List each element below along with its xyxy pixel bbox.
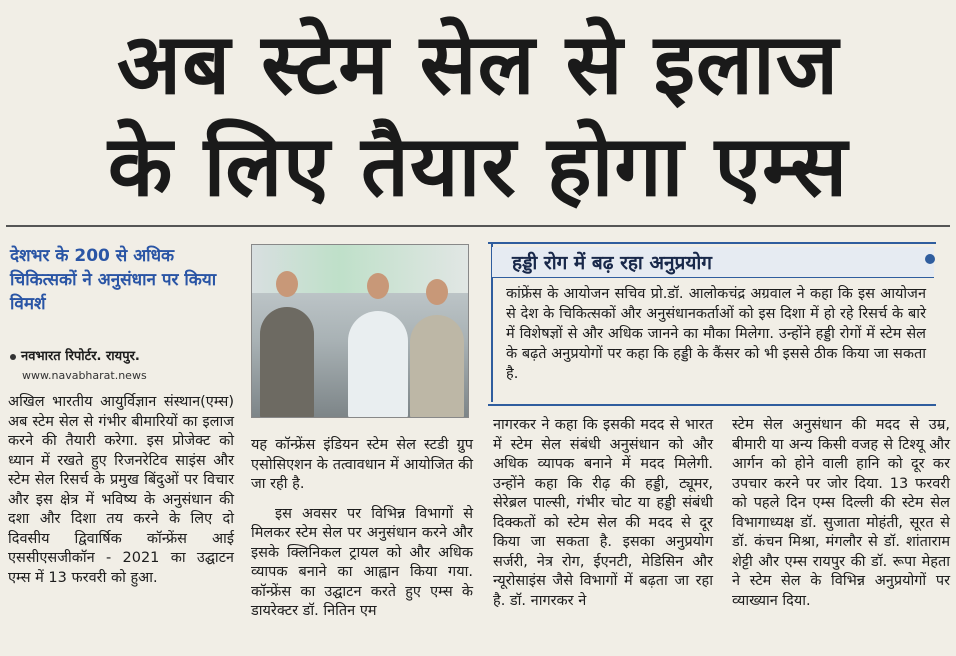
headline-line-1: अब स्टेम सेल से इलाज <box>116 15 840 113</box>
person-figure <box>260 307 314 418</box>
bullet-icon <box>10 354 16 360</box>
headline-line-2: के लिए तैयार होगा एम्स <box>107 117 849 215</box>
person-head <box>426 279 448 305</box>
person-figure <box>348 311 408 418</box>
article-column-2 <box>251 436 473 622</box>
byline-text: नवभारत रिपोर्टर. रायपुर. <box>21 349 140 364</box>
headline-divider <box>6 225 950 227</box>
article-column-4: स्टेम सेल अनुसंधान की मदद से उम्र, बीमारी या अन्य किसी वजह से टिश्यू और आर्गन को होने वाली हानि को दूर कर उपचार करने पर जोर दिया. 13 फरवरी को पहले दिन एम्स दिल्ली की स्टेम सेल विभागाध्यक्ष डॉ. सुजाता मोहंती, सूरत से डॉ. कंचन मिश्रा, मंगलौर से डॉ. शांताराम शेट्टी और एम्स रायपुर की डॉ. रूपा मेहता ने स्टेम सेल के विभिन्न अनुप्रयोगों पर व्याख्यान दिया. <box>732 417 950 609</box>
paragraph: यह कॉन्फ्रेंस इंडियन स्टेम सेल स्टडी ग्रुप एसोसिएशन के तत्वावधान में आयोजित की जा रही है. <box>251 437 473 492</box>
news-photo <box>251 244 469 418</box>
person-head <box>367 273 389 299</box>
article-column-1: अखिल भारतीय आयुर्विज्ञान संस्थान(एम्स) अब स्टेम सेल से गंभीर बीमारियों का इलाज करने की तैयारी करेगा. इस प्रोजेक्ट को ध्यान में रखते हुए रिजनरेटिव साइंस और स्टेम सेल रिसर्च के प्रमुख बिंदुओं पर विचार और इस क्षेत्र में भविष्य के अनुसंधान की दशा और दिशा तय करने के लिए दो दिवसीय द्विवार्षिक कॉन्फ्रेंस आई एससीएसजीकॉन - 2021 का उद्घाटन एम्स में 13 फरवरी को हुआ. <box>8 394 234 586</box>
article-column-3: नागरकर ने कहा कि इसकी मदद से भारत में स्टेम सेल संबंधी अनुसंधान को और अधिक व्यापक बनाने में मदद मिलेगी. उन्होंने कहा कि रीढ़ की हड्डी, ट्यूमर, सेरेब्रल पाल्सी, गंभीर चोट या हड्डी संबंधी दिक्कतों को स्टेम सेल की मदद से दूर किया जा सकता है. इसका अनुप्रयोग सर्जरी, नेत्र रोग, ईएनटी, मेडिसिन और न्यूरोसाइंस जैसे विभागों में बढ़ता जा रहा है. डॉ. नागरकर ने <box>493 417 713 609</box>
box-text: कांफ्रेंस के आयोजन सचिव प्रो.डॉ. आलोकचंद्र अग्रवाल ने कहा कि इस आयोजन से देश के चिकित्सकों और अनुसंधानकर्ताओं को इस दिशा में हो रहे रिसर्च के बारे में विशेषज्ञों से और अधिक जानने का मौका मिलेगा. उन्होंने हड्डी रोगों में स्टेम सेल के बढ़ते अनुप्रयोगों पर कहा कि हड्डी के कैंसर को भी इससे ठीक किया जा सकता है. <box>506 286 926 382</box>
source-url: www.navabharat.news <box>22 369 147 382</box>
subheadline: देशभर के 200 से अधिक चिकित्सकों ने अनुसंधान पर किया विमर्श <box>10 246 217 314</box>
box-dot-icon <box>925 254 935 264</box>
box-title: हड्डी रोग में बढ़ रहा अनुप्रयोग <box>512 252 712 274</box>
paragraph: इस अवसर पर विभिन्न विभागों से मिलकर स्टेम सेल पर अनुसंधान करने और इसके क्लिनिकल ट्रायल को और अधिक व्यापक बनाने का आह्वान किया गया. कॉन्फ्रेंस का उद्घाटन करते हुए एम्स के डायरेक्टर डॉ. नितिन एम <box>251 505 473 619</box>
byline <box>10 346 140 364</box>
person-head <box>276 271 298 297</box>
person-figure <box>410 315 464 418</box>
